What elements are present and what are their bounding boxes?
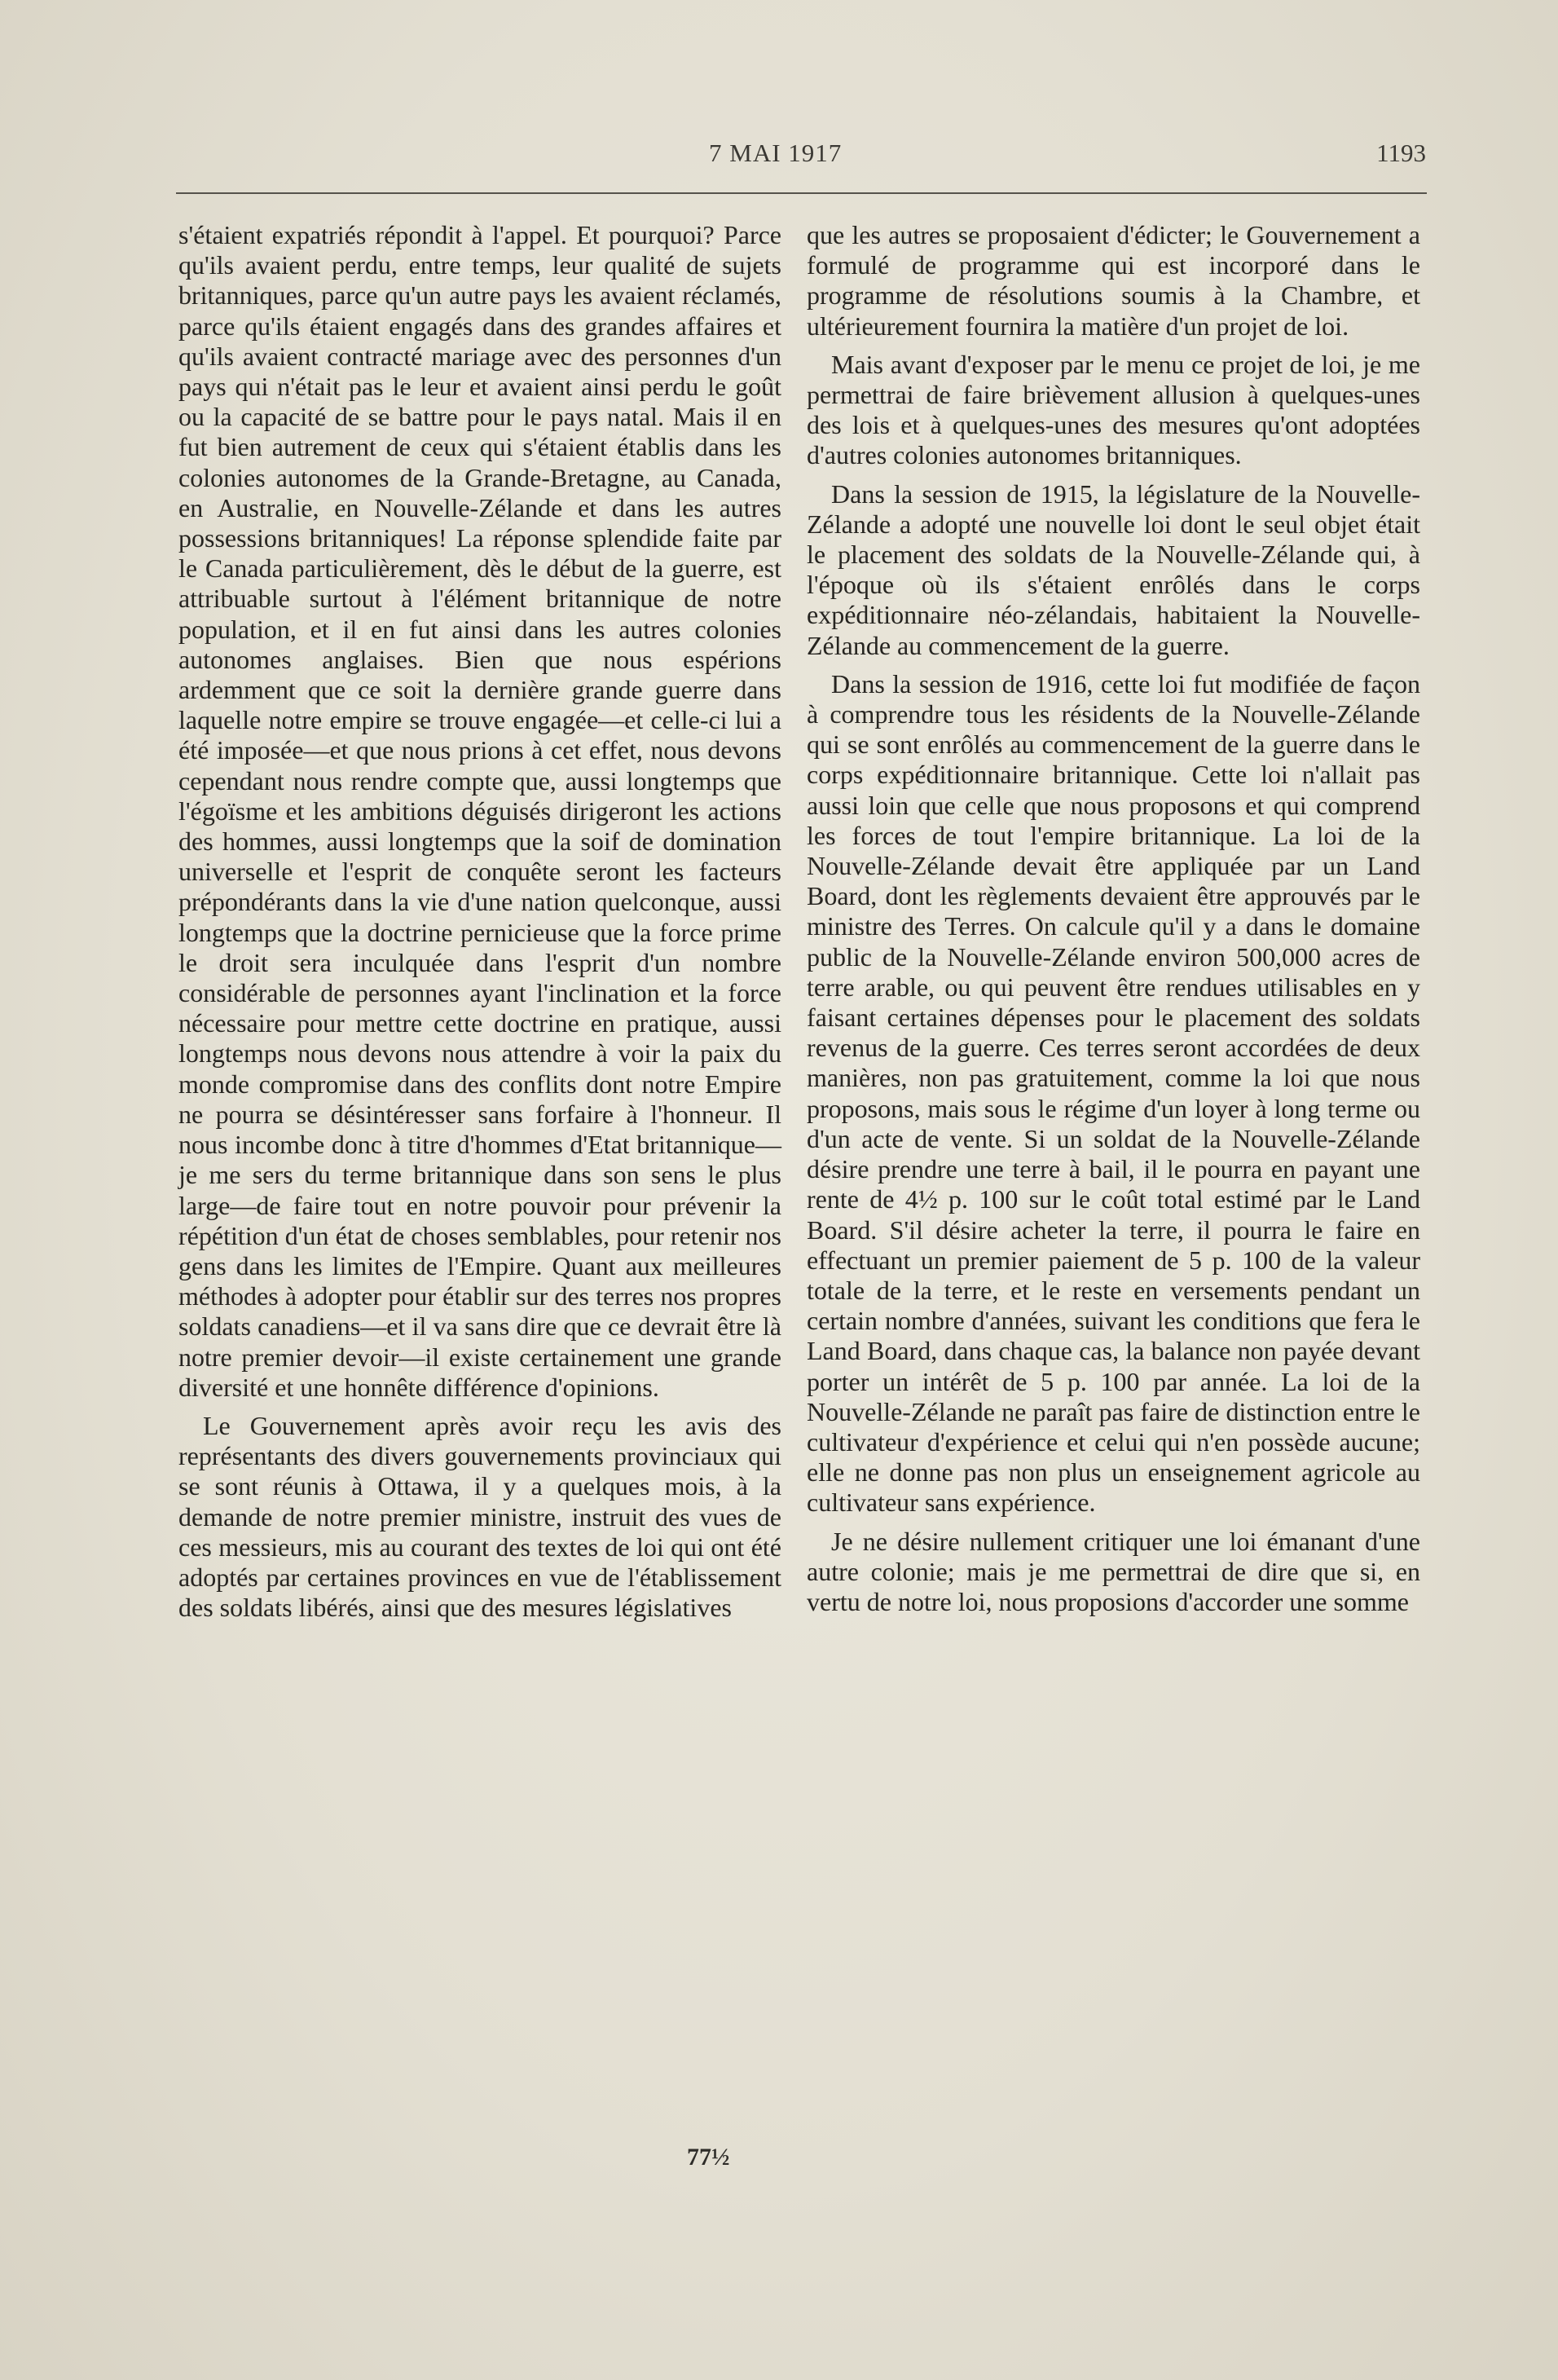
paragraph: Dans la session de 1916, cette loi fut modifiée de façon à comprendre tous les résidents de la Nouvelle-Zélande qui se sont enrôlés au commencement de la guerre dans le corps expéditionnaire britannique. Cette loi n'allait pas aussi loin que celle que nous proposons et qui comprend les forces de tout l'empire britannique. La loi de la Nouvelle-Zélande devait être appliquée par un Land Board, dont les règlements devaient être approuvés par le ministre des Terres. On calcule qu'il y a dans le domaine public de la Nouvelle-Zélande environ 500,000 acres de terre arable, ou qui peuvent être rendues utilisables en y faisant certaines dépenses pour le placement des soldats revenus de la guerre. Ces terres seront accordées de deux manières, non pas gratuitement, comme la loi que nous proposons, mais sous le régime d'un loyer à long terme ou d'un acte de vente. Si un soldat de la Nouvelle-Zélande désire prendre une terre à bail, il le pourra en payant une rente de 4½ p. 100 sur le coût total estimé par le Land Board. S'il désire acheter la terre, il pourra le faire en effectuant un premier paiement de 5 p. 100 de la valeur totale de la terre, et le reste en versements pendant un certain nombre d'années, suivant les conditions que fera le Land Board, dans chaque cas, la balance non payée devant porter un intérêt de 5 p. 100 par année. La loi de la Nouvelle-Zélande ne paraît pas faire de distinction entre le cultivateur d'expérience et celui qui n'en possède aucune; elle ne donne pas non plus un enseignement agricole au cultivateur sans expérience. xyxy=(807,668,1420,1518)
paragraph: Dans la session de 1915, la législature de la Nouvelle-Zélande a adopté une nouvelle loi dont le seul objet était le placement des soldats de la Nouvelle-Zélande qui, à l'époque où ils s'étaient enrôlés dans le corps expéditionnaire néo-zélandais, habitaient la Nouvelle-Zélande au commencement de la guerre. xyxy=(807,478,1420,660)
paragraph: Mais avant d'exposer par le menu ce projet de loi, je me permettrai de faire brièvement allusion à quelques-unes des lois et à quelques-unes des mesures qu'ont adoptées d'autres colonies autonomes britanniques. xyxy=(807,349,1420,470)
header-rule xyxy=(176,192,1427,194)
paragraph: que les autres se proposaient d'édicter; le Gouvernement a formulé de programme qui est incorporé dans le programme de résolutions soumis à la Chambre, et ultérieurement fournira la matière d'un projet de loi. xyxy=(807,220,1420,341)
signature-mark: 77½ xyxy=(687,2144,730,2171)
page-header xyxy=(187,139,1426,171)
left-column xyxy=(178,220,781,1631)
page-number: 1193 xyxy=(1376,139,1426,167)
header-date: 7 MAI 1917 xyxy=(709,139,843,167)
right-column xyxy=(807,220,1420,1625)
paragraph: Je ne désire nullement critiquer une loi émanant d'une autre colonie; mais je me permettrai de dire que si, en vertu de notre loi, nous proposions d'accorder une somme xyxy=(807,1526,1420,1616)
paragraph: s'étaient expatriés répondit à l'appel. Et pourquoi? Parce qu'ils avaient perdu, entre temps, leur qualité de sujets britanniques, parce qu'un autre pays les avaient réclamés, parce qu'ils étaient engagés dans des grandes affaires et qu'ils avaient contracté mariage avec des personnes d'un pays qui n'était pas le leur et avaient ainsi perdu le goût ou la capacité de se battre pour le pays natal. Mais il en fut bien autrement de ceux qui s'étaient établis dans les colonies autonomes de la Grande-Bretagne, au Canada, en Australie, en Nouvelle-Zélande et dans les autres possessions britanniques! La réponse splendide faite par le Canada particulièrement, dès le début de la guerre, est attribuable surtout à l'élément britannique de notre population, et il en fut ainsi dans les autres colonies autonomes anglaises. Bien que nous espérions ardemment que ce soit la dernière grande guerre dans laquelle notre empire se trouve engagée—et celle-ci lui a été imposée—et que nous prions à cet effet, nous devons cependant nous rendre compte que, aussi longtemps que l'égoïsme et les ambitions déguisés dirigeront les actions des hommes, aussi longtemps que la soif de domination universelle et l'esprit de conquête seront les facteurs prépondérants dans la vie d'une nation quelconque, aussi longtemps que la doctrine pernicieuse que la force prime le droit sera inculquée dans l'esprit d'un nombre considérable de personnes ayant l'inclination et la force nécessaire pour mettre cette doctrine en pratique, aussi longtemps nous devons nous attendre à voir la paix du monde compromise dans des conflits dont notre Empire ne pourra se désintéresser sans forfaire à l'honneur. Il nous incombe donc à titre d'hommes d'Etat britannique—je me sers du terme britannique dans son sens le plus large—de faire tout en notre pouvoir pour prévenir la répétition d'un état de choses semblables, pour retenir nos gens dans les limites de l'Empire. Quant aux meilleures méthodes à adopter pour établir sur des terres nos propres soldats canadiens—et il va sans dire que ce devrait être là notre premier devoir—il existe certainement une grande diversité et une honnête différence d'opinions. xyxy=(178,220,781,1402)
paragraph: Le Gouvernement après avoir reçu les avis des représentants des divers gouvernements provinciaux qui se sont réunis à Ottawa, il y a quelques mois, à la demande de notre premier ministre, instruit des vues de ces messieurs, mis au courant des textes de loi qui ont été adoptés par certaines provinces en vue de l'établissement des soldats libérés, ainsi que des mesures législatives xyxy=(178,1410,781,1623)
